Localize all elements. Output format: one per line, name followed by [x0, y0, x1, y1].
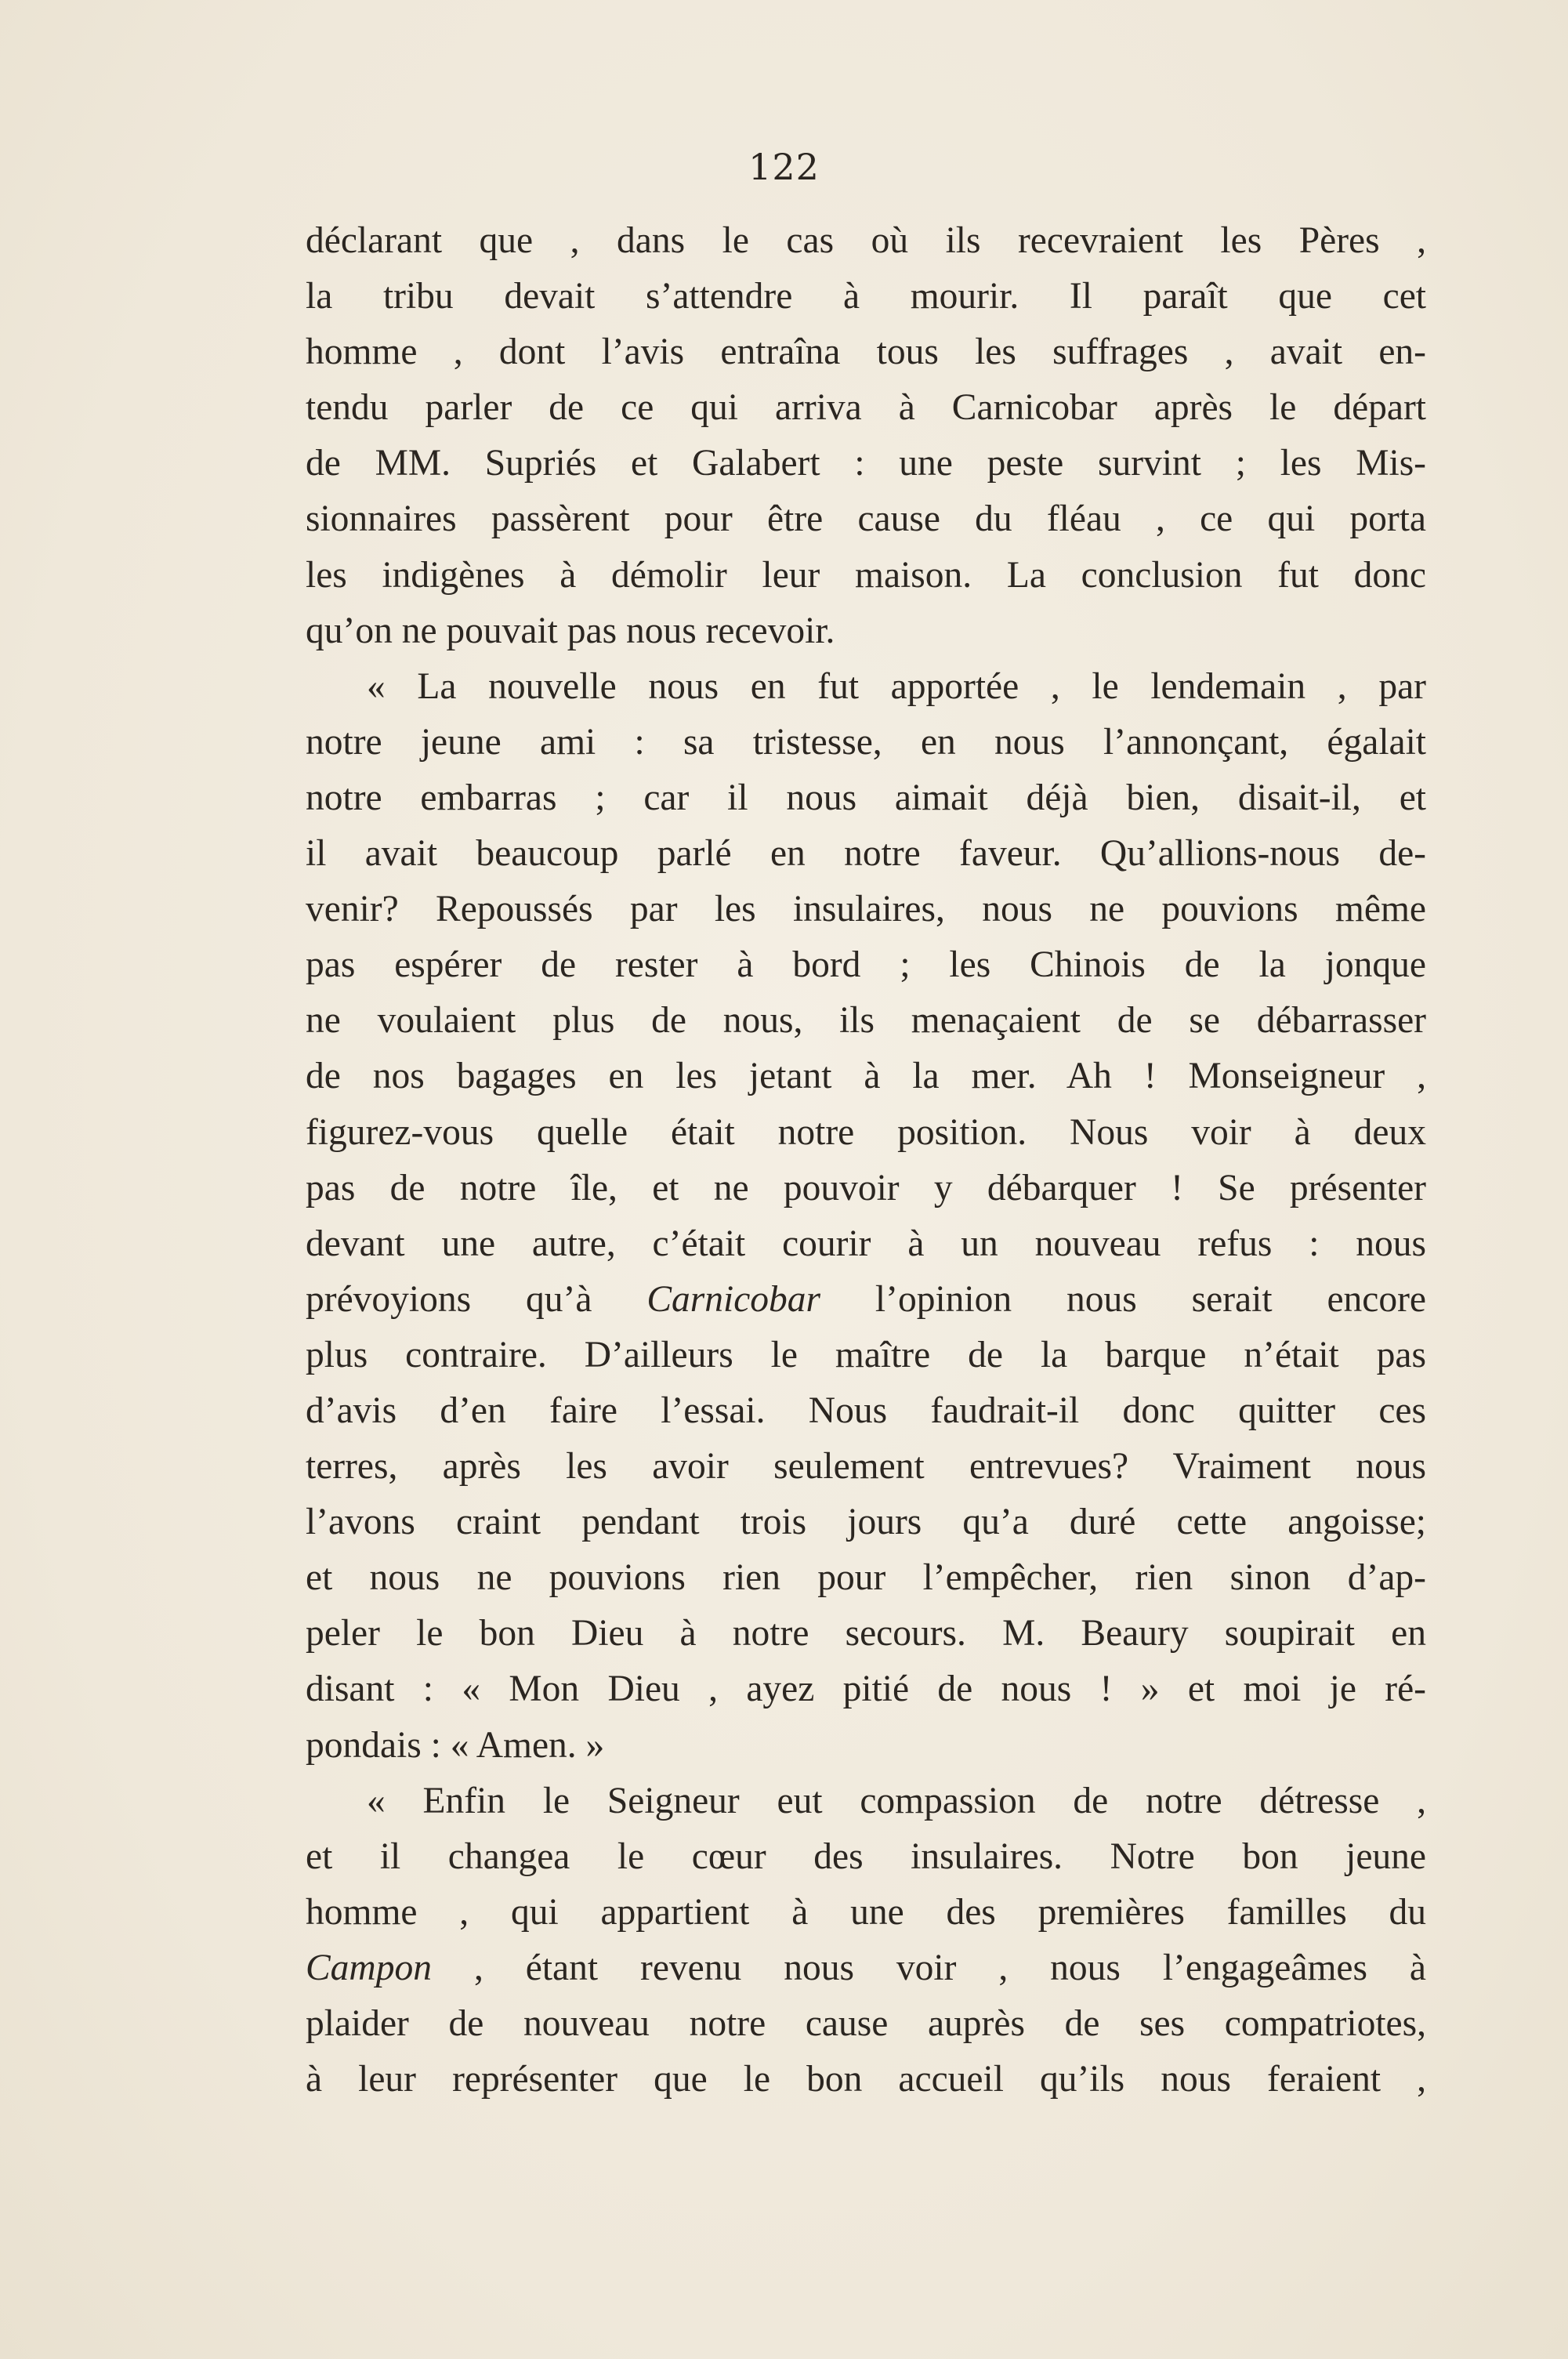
text-line: venir? Repoussés par les insulaires, nous ne pouvions même	[306, 889, 1426, 930]
text-line: « Enfin le Seigneur eut compassion de notre détresse ,	[367, 1780, 1426, 1821]
text-line: peler le bon Dieu à notre secours. M. Beaury soupirait en	[306, 1613, 1426, 1654]
text-line: l’avons craint pendant trois jours qu’a duré cette angoisse;	[306, 1502, 1426, 1543]
text-line: disant : « Mon Dieu , ayez pitié de nous ! » et moi je ré-	[306, 1669, 1426, 1710]
text-line: et il changea le cœur des insulaires. Notre bon jeune	[306, 1835, 1426, 1877]
text-line: notre jeune ami : sa tristesse, en nous l’annonçant, égalait	[306, 721, 1426, 763]
text-line: il avait beaucoup parlé en notre faveur. Qu’allions-nous de-	[306, 833, 1426, 875]
text-line: d’avis d’en faire l’essai. Nous faudrait-il donc quitter ces	[306, 1390, 1426, 1431]
text-line: déclarant que , dans le cas où ils recevraient les Pères ,	[306, 220, 1426, 261]
text-line: les indigènes à démolir leur maison. La conclusion fut donc	[306, 554, 1426, 596]
text-line: et nous ne pouvions rien pour l’empêcher, rien sinon d’ap-	[306, 1557, 1426, 1599]
text-line: pas espérer de rester à bord ; les Chinois de la jonque	[306, 944, 1426, 986]
text-line: pas de notre île, et ne pouvoir y débarquer ! Se présenter	[306, 1167, 1426, 1208]
text-line: de MM. Supriés et Galabert : une peste survint ; les Mis-	[306, 443, 1426, 484]
text-line-segment: , étant revenu nous voir , nous l’engageâmes à	[432, 1947, 1426, 1988]
text-line: pondais : « Amen. »	[306, 1724, 605, 1766]
text-line	[306, 1940, 1426, 1996]
text-line: ne voulaient plus de nous, ils menaçaient de se débarrasser	[306, 1000, 1426, 1042]
text-line: sionnaires passèrent pour être cause du fléau , ce qui porta	[306, 498, 1426, 540]
text-line: terres, après les avoir seulement entrevues? Vraiment nous	[306, 1446, 1426, 1488]
text-line: homme , qui appartient à une des premières familles du	[306, 1891, 1426, 1933]
text-line: de nos bagages en les jetant à la mer. Ah ! Monseigneur ,	[306, 1056, 1426, 1097]
text-line: devant une autre, c’était courir à un nouveau refus : nous	[306, 1223, 1426, 1264]
text-line: la tribu devait s’attendre à mourir. Il paraît que cet	[306, 276, 1426, 317]
text-line-segment: l’opinion nous serait encore	[820, 1278, 1427, 1320]
page-number: 122	[748, 146, 820, 188]
text-line: plaider de nouveau notre cause auprès de ses compatriotes,	[306, 2003, 1426, 2044]
text-line: tendu parler de ce qui arriva à Carnicobar après le départ	[306, 387, 1426, 429]
body-text	[306, 213, 1426, 2107]
text-line	[306, 1272, 1426, 1328]
italic-place-name: Carnicobar	[646, 1278, 821, 1320]
text-line: notre embarras ; car il nous aimait déjà bien, disait-il, et	[306, 777, 1426, 818]
text-line: « La nouvelle nous en fut apportée , le lendemain , par	[367, 665, 1426, 707]
text-line: homme , dont l’avis entraîna tous les suffrages , avait en-	[306, 332, 1426, 373]
text-line: plus contraire. D’ailleurs le maître de la barque n’était pas	[306, 1334, 1426, 1375]
text-line: à leur représenter que le bon accueil qu’ils nous feraient ,	[306, 2059, 1426, 2100]
italic-place-name: Campon	[306, 1947, 432, 1988]
text-line: qu’on ne pouvait pas nous recevoir.	[306, 610, 835, 651]
text-line: figurez-vous quelle était notre position. Nous voir à deux	[306, 1111, 1426, 1153]
text-line-segment: prévoyions qu’à	[306, 1278, 647, 1320]
